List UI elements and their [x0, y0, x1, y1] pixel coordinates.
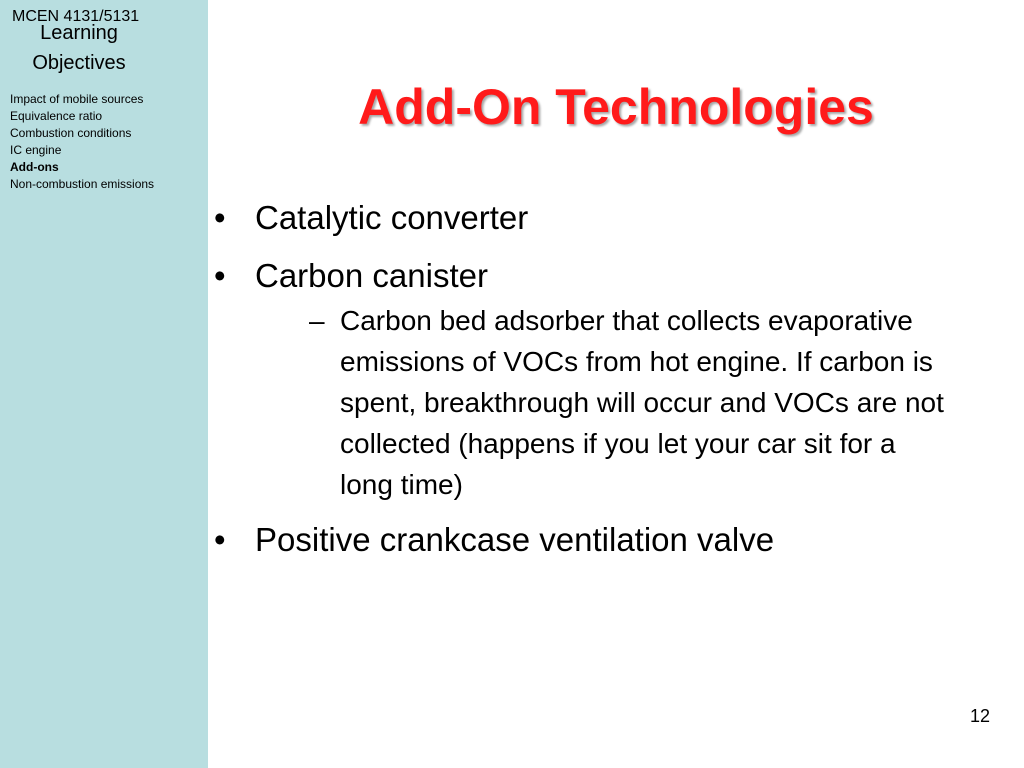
topic-item: IC engine [10, 143, 62, 157]
bullet-item [214, 194, 954, 241]
topic-item: Non-combustion emissions [10, 177, 155, 191]
learning-objectives-heading: Learning Objectives [32, 22, 126, 74]
topic-item-current: Add-ons [10, 160, 59, 174]
course-code: MCEN 4131/5131 [12, 8, 140, 25]
dash-marker: – [309, 305, 325, 336]
topic-item: Impact of mobile sources [10, 92, 144, 106]
sub-bullet-text: Carbon bed adsorber that collects evaporative emissions of VOCs from hot engine. If carbon is spent, breakthrough will occur and VOCs are not collected (happens if you let your car sit for a long time) [340, 305, 944, 500]
topic-item: Combustion conditions [10, 126, 132, 140]
bullet-text: Carbon canister [255, 257, 488, 294]
page-number: 12 [969, 706, 990, 726]
bullet-marker: • [214, 199, 226, 236]
sub-bullet-list [255, 300, 954, 505]
topic-list [10, 91, 154, 193]
bullet-list [214, 194, 954, 574]
sidebar [0, 0, 208, 768]
bullet-marker: • [214, 257, 226, 294]
slide-title: Add-On Technologies [358, 79, 874, 135]
topic-item: Equivalence ratio [10, 109, 103, 123]
bullet-item [214, 252, 954, 505]
bullet-item [214, 516, 954, 563]
sub-bullet-item [255, 300, 954, 505]
bullet-text: Catalytic converter [255, 199, 529, 236]
bullet-text: Positive crankcase ventilation valve [255, 521, 775, 558]
bullet-marker: • [214, 521, 226, 558]
